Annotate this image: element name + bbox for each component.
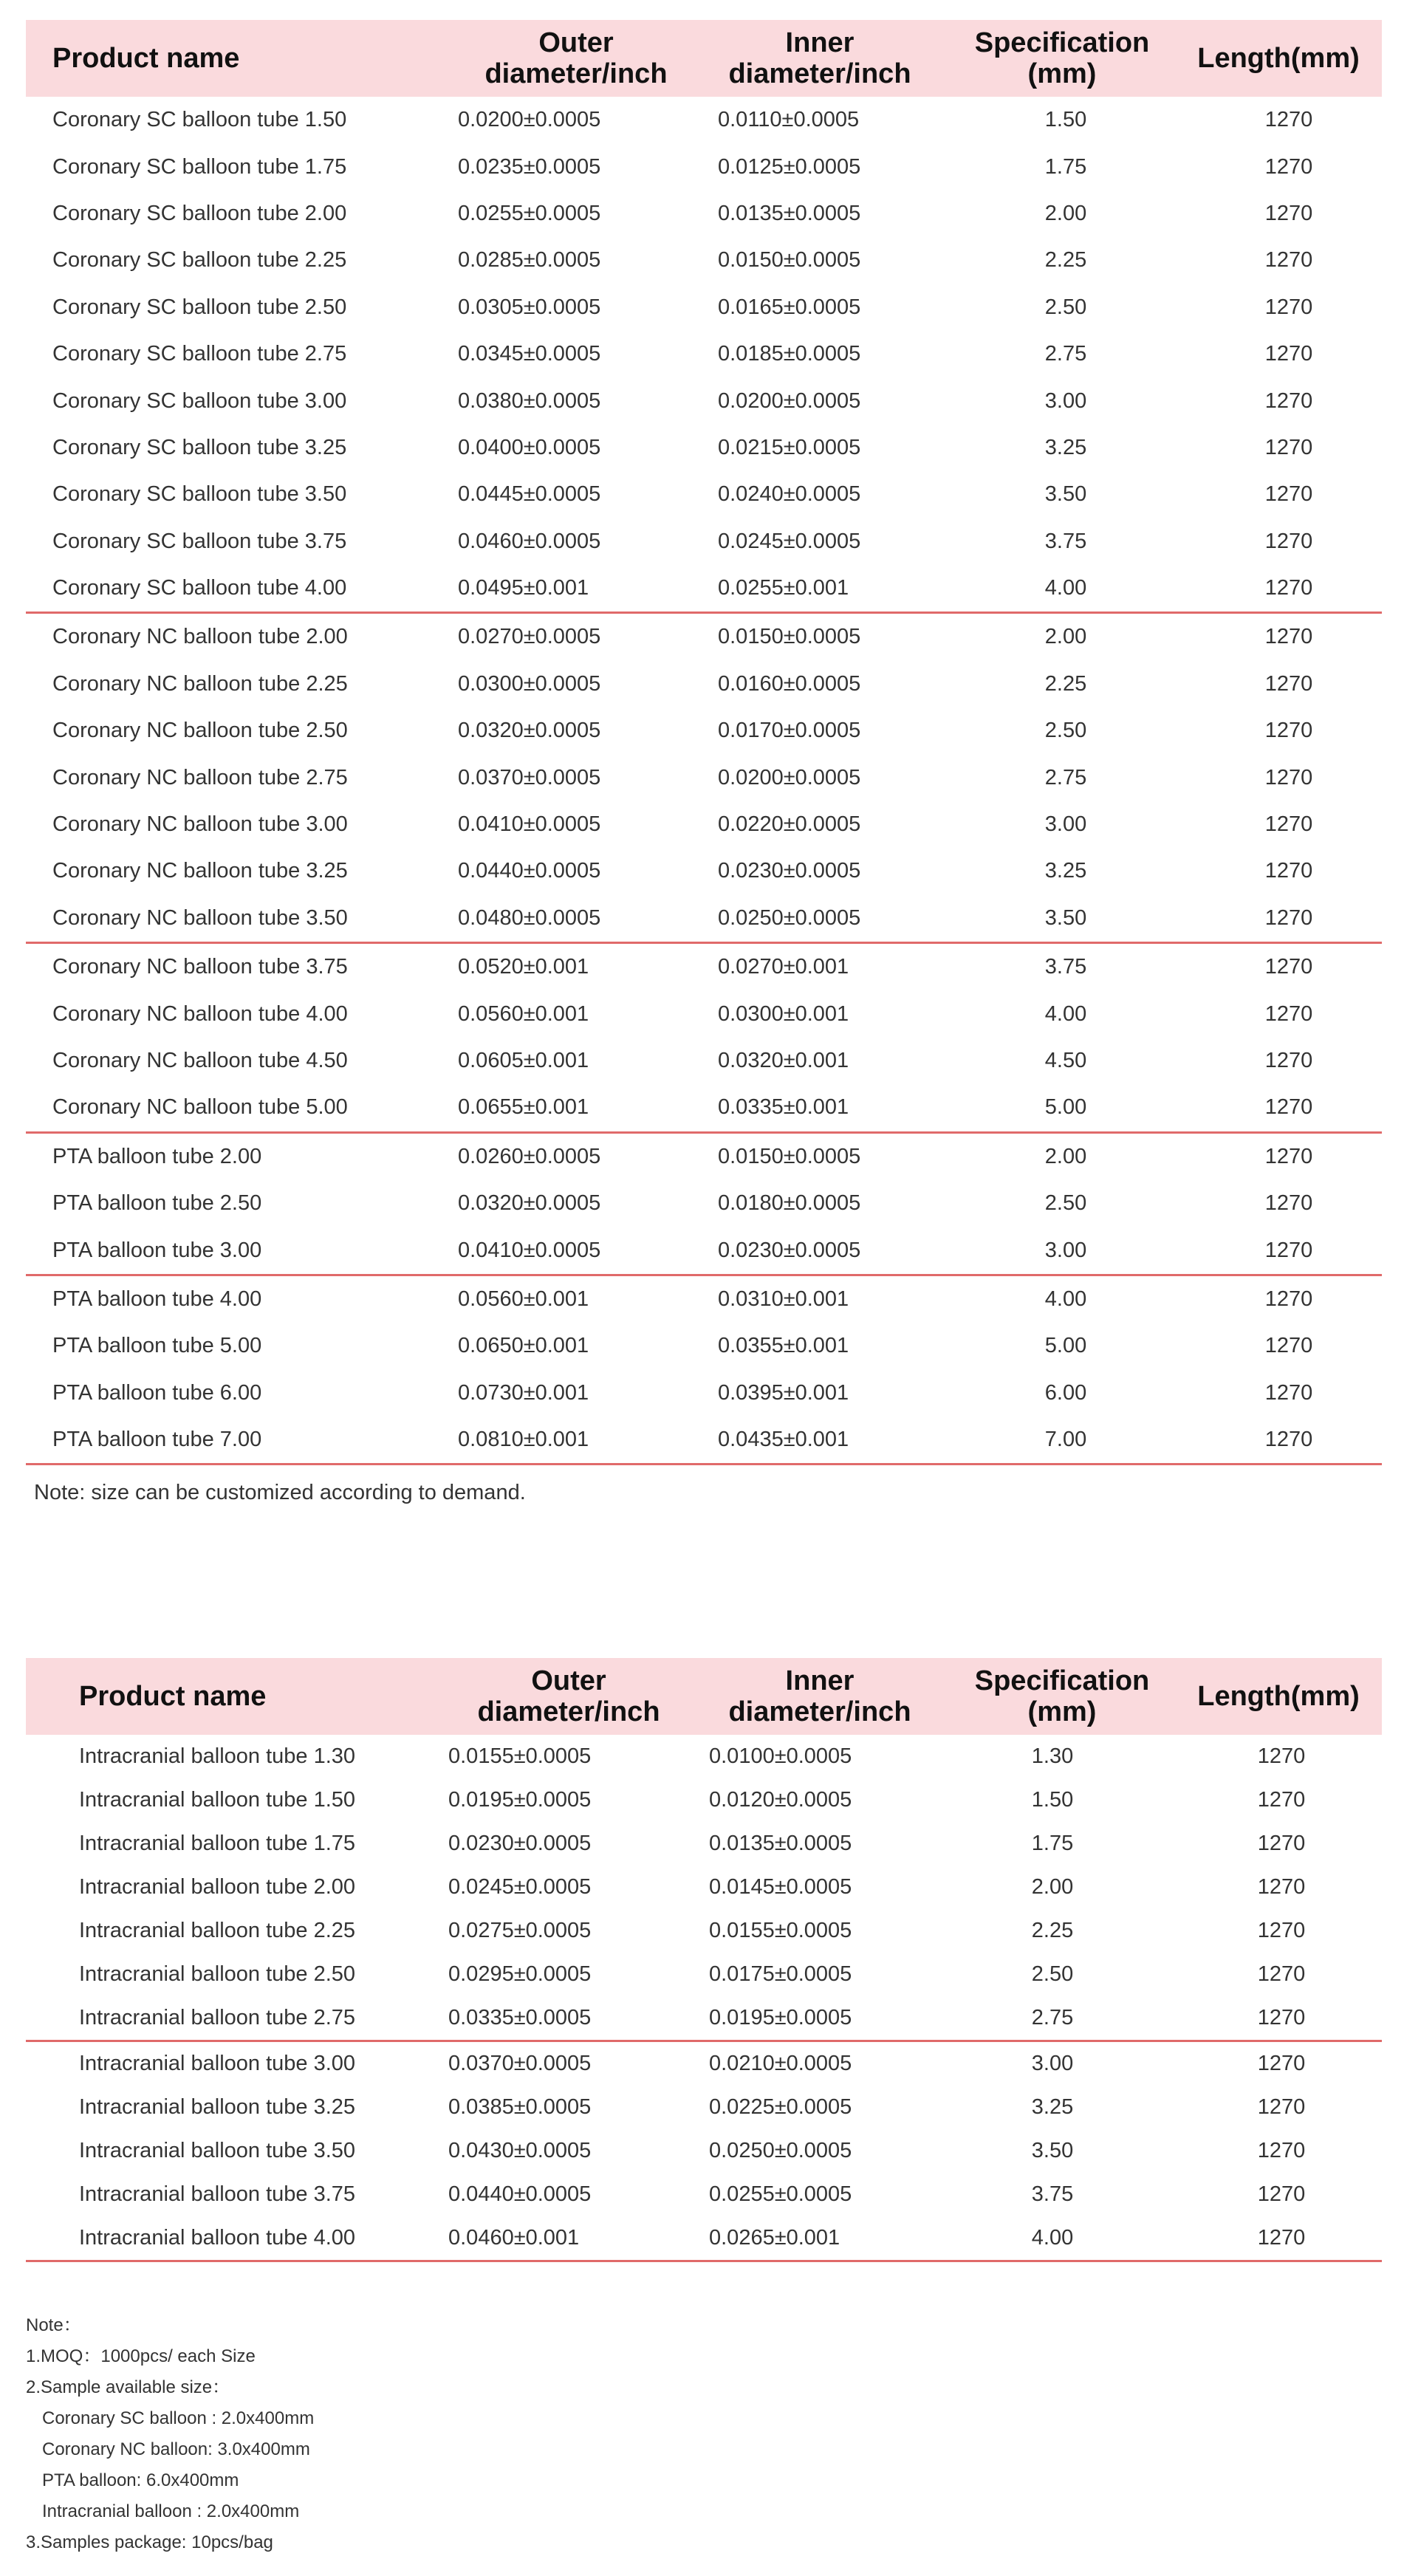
specification-cell: 2.50: [1044, 719, 1087, 743]
outer-diameter-cell: 0.0480±0.0005: [458, 905, 601, 930]
length-cell: 1270: [1264, 1428, 1313, 1452]
header-length: Length(mm): [1197, 43, 1360, 74]
product-name-cell: Intracranial balloon tube 2.25: [79, 1919, 356, 1942]
table-header: [26, 1658, 1382, 1735]
inner-diameter-cell: 0.0150±0.0005: [718, 248, 861, 273]
table-row: [26, 990, 1382, 1037]
note-line: Coronary SC balloon : 2.0x400mm: [42, 2408, 315, 2428]
note-line: PTA balloon: 6.0x400mm: [42, 2470, 239, 2490]
note-line: Coronary NC balloon: 3.0x400mm: [42, 2439, 310, 2459]
product-name-cell: Coronary NC balloon tube 2.75: [52, 765, 348, 789]
length-cell: 1270: [1257, 2182, 1306, 2206]
outer-diameter-cell: 0.0605±0.001: [458, 1049, 589, 1072]
length-cell: 1270: [1264, 671, 1313, 696]
length-cell: 1270: [1264, 576, 1313, 600]
product-name-cell: PTA balloon tube 3.00: [52, 1238, 262, 1262]
inner-diameter-cell: 0.0250±0.0005: [718, 905, 861, 930]
specification-cell: 1.50: [1044, 108, 1087, 132]
length-cell: 1270: [1257, 1744, 1306, 1768]
outer-diameter-cell: 0.0410±0.0005: [458, 1238, 601, 1262]
outer-diameter-cell: 0.0300±0.0005: [458, 671, 601, 696]
product-name-cell: Intracranial balloon tube 3.75: [79, 2182, 356, 2206]
length-cell: 1270: [1264, 1191, 1313, 1216]
note-line: 2.Sample available size：: [26, 2377, 230, 2397]
product-name-cell: Coronary SC balloon tube 3.25: [52, 435, 347, 459]
notes-section: [26, 2310, 314, 2558]
table-row: [26, 331, 1382, 377]
note-line: Intracranial balloon : 2.0x400mm: [42, 2501, 300, 2521]
inner-diameter-cell: 0.0180±0.0005: [718, 1191, 861, 1216]
specification-cell: 3.25: [1044, 859, 1087, 883]
specification-cell: 4.50: [1044, 1049, 1087, 1072]
specification-cell: 3.75: [1044, 529, 1087, 553]
length-cell: 1270: [1264, 859, 1313, 883]
length-cell: 1270: [1264, 765, 1313, 789]
outer-diameter-cell: 0.0285±0.0005: [458, 248, 601, 273]
table-row: [26, 565, 1382, 612]
outer-diameter-cell: 0.0295±0.0005: [448, 1962, 592, 1986]
inner-diameter-cell: 0.0160±0.0005: [718, 671, 861, 696]
inner-diameter-cell: 0.0255±0.0005: [709, 2182, 852, 2206]
outer-diameter-cell: 0.0520±0.001: [458, 955, 589, 979]
specification-cell: 6.00: [1044, 1380, 1087, 1405]
length-cell: 1270: [1264, 1095, 1313, 1120]
length-cell: 1270: [1264, 1144, 1313, 1168]
specification-cell: 2.75: [1044, 765, 1087, 789]
specification-cell: 2.25: [1044, 671, 1087, 696]
table-row: [26, 1084, 1382, 1131]
length-cell: 1270: [1264, 1049, 1313, 1072]
product-name-cell: PTA balloon tube 5.00: [52, 1334, 262, 1358]
inner-diameter-cell: 0.0250±0.0005: [709, 2139, 852, 2162]
table-row: [26, 97, 1382, 143]
specification-cell: 4.00: [1044, 1287, 1087, 1311]
inner-diameter-cell: 0.0435±0.001: [718, 1428, 849, 1452]
length-cell: 1270: [1264, 1380, 1313, 1405]
length-cell: 1270: [1264, 905, 1313, 930]
product-name-cell: Coronary SC balloon tube 1.75: [52, 154, 347, 179]
product-name-cell: Coronary SC balloon tube 1.50: [52, 108, 347, 132]
table-row: [26, 708, 1382, 754]
outer-diameter-cell: 0.0460±0.0005: [458, 529, 601, 553]
outer-diameter-cell: 0.0275±0.0005: [448, 1919, 592, 1942]
inner-diameter-cell: 0.0150±0.0005: [718, 625, 861, 649]
product-name-cell: PTA balloon tube 7.00: [52, 1428, 262, 1452]
length-cell: 1270: [1264, 1334, 1313, 1358]
specification-cell: 4.00: [1044, 1001, 1087, 1026]
row-group: [26, 97, 1382, 614]
inner-diameter-cell: 0.0170±0.0005: [718, 719, 861, 743]
specification-cell: 3.75: [1031, 2182, 1074, 2206]
specification-cell: 2.00: [1044, 201, 1087, 225]
length-cell: 1270: [1264, 529, 1313, 553]
product-name-cell: Intracranial balloon tube 3.25: [79, 2095, 356, 2119]
outer-diameter-cell: 0.0345±0.0005: [458, 342, 601, 366]
header-length: Length(mm): [1197, 1681, 1360, 1712]
product-name-cell: Coronary NC balloon tube 3.00: [52, 812, 348, 837]
specification-cell: 3.00: [1044, 1238, 1087, 1262]
header-outer-diameter: Outer diameter/inch: [477, 1665, 660, 1727]
header-specification: Specification (mm): [974, 27, 1150, 89]
outer-diameter-cell: 0.0430±0.0005: [448, 2139, 592, 2162]
outer-diameter-cell: 0.0270±0.0005: [458, 625, 601, 649]
length-cell: 1270: [1264, 154, 1313, 179]
length-cell: 1270: [1257, 1962, 1306, 1986]
inner-diameter-cell: 0.0220±0.0005: [718, 812, 861, 837]
outer-diameter-cell: 0.0650±0.001: [458, 1334, 589, 1358]
inner-diameter-cell: 0.0310±0.001: [718, 1287, 849, 1311]
product-name-cell: Coronary SC balloon tube 2.00: [52, 201, 347, 225]
specification-cell: 7.00: [1044, 1428, 1087, 1452]
table-row: [26, 1370, 1382, 1417]
outer-diameter-cell: 0.0495±0.001: [458, 576, 589, 600]
table-row: [26, 614, 1382, 660]
product-name-cell: PTA balloon tube 4.00: [52, 1287, 262, 1311]
table-row: [26, 377, 1382, 424]
specification-cell: 2.50: [1044, 1191, 1087, 1216]
table-row: [26, 1822, 1382, 1866]
balloon-tube-table-1: [26, 20, 1382, 1465]
table-row: [26, 1953, 1382, 1996]
inner-diameter-cell: 0.0100±0.0005: [709, 1744, 852, 1768]
product-name-cell: Coronary SC balloon tube 2.25: [52, 248, 347, 273]
header-product-name: Product name: [79, 1681, 267, 1712]
length-cell: 1270: [1264, 955, 1313, 979]
inner-diameter-cell: 0.0110±0.0005: [718, 108, 860, 132]
outer-diameter-cell: 0.0335±0.0005: [448, 2006, 592, 2029]
inner-diameter-cell: 0.0230±0.0005: [718, 1238, 861, 1262]
table-row: [26, 1180, 1382, 1227]
specification-cell: 3.50: [1044, 905, 1087, 930]
specification-cell: 3.25: [1044, 435, 1087, 459]
inner-diameter-cell: 0.0200±0.0005: [718, 388, 861, 413]
inner-diameter-cell: 0.0320±0.001: [718, 1049, 849, 1072]
outer-diameter-cell: 0.0305±0.0005: [458, 295, 601, 319]
inner-diameter-cell: 0.0165±0.0005: [718, 295, 861, 319]
product-name-cell: Coronary SC balloon tube 2.50: [52, 295, 347, 319]
length-cell: 1270: [1264, 1238, 1313, 1262]
table-row: [26, 518, 1382, 565]
header-outer-diameter: Outer diameter/inch: [484, 27, 668, 89]
header-inner-diameter: Inner diameter/inch: [728, 27, 911, 89]
note-line: 1.MOQ：1000pcs/ each Size: [26, 2346, 256, 2366]
table-row: [26, 284, 1382, 331]
product-name-cell: Coronary NC balloon tube 3.75: [52, 955, 348, 979]
table-row: [26, 801, 1382, 848]
header-product-name: Product name: [52, 43, 240, 74]
outer-diameter-cell: 0.0460±0.001: [448, 2226, 580, 2250]
product-name-cell: Intracranial balloon tube 1.50: [79, 1788, 356, 1812]
table-body: [26, 97, 1382, 1465]
specification-cell: 1.75: [1044, 154, 1087, 179]
product-name-cell: Coronary NC balloon tube 2.50: [52, 719, 348, 743]
product-name-cell: Intracranial balloon tube 2.50: [79, 1962, 356, 1986]
length-cell: 1270: [1264, 108, 1313, 132]
note-line: 3.Samples package: 10pcs/bag: [26, 2532, 273, 2552]
table-row: [26, 237, 1382, 284]
inner-diameter-cell: 0.0125±0.0005: [718, 154, 861, 179]
table-row: [26, 143, 1382, 190]
outer-diameter-cell: 0.0195±0.0005: [448, 1788, 592, 1812]
inner-diameter-cell: 0.0200±0.0005: [718, 765, 861, 789]
specification-cell: 2.25: [1031, 1919, 1074, 1942]
product-name-cell: Coronary SC balloon tube 3.00: [52, 388, 347, 413]
inner-diameter-cell: 0.0240±0.0005: [718, 482, 861, 507]
row-group: [26, 944, 1382, 1134]
balloon-tube-table-2: [26, 1658, 1382, 2262]
product-name-cell: Intracranial balloon tube 1.75: [79, 1832, 356, 1855]
inner-diameter-cell: 0.0255±0.001: [718, 576, 849, 600]
outer-diameter-cell: 0.0255±0.0005: [458, 201, 601, 225]
row-group: [26, 1735, 1382, 2042]
table-row: [26, 2216, 1382, 2260]
product-name-cell: Coronary NC balloon tube 3.50: [52, 905, 348, 930]
outer-diameter-cell: 0.0320±0.0005: [458, 1191, 601, 1216]
row-group: [26, 2042, 1382, 2262]
outer-diameter-cell: 0.0155±0.0005: [448, 1744, 592, 1768]
length-cell: 1270: [1257, 1875, 1306, 1899]
product-name-cell: Coronary NC balloon tube 5.00: [52, 1095, 348, 1120]
specification-cell: 4.00: [1031, 2226, 1074, 2250]
product-name-cell: Coronary SC balloon tube 4.00: [52, 576, 347, 600]
customization-note: Note: size can be customized according to demand.: [34, 1481, 526, 1504]
table-row: [26, 1276, 1382, 1323]
table-row: [26, 425, 1382, 471]
outer-diameter-cell: 0.0245±0.0005: [448, 1875, 592, 1899]
length-cell: 1270: [1257, 1788, 1306, 1812]
row-group: [26, 1134, 1382, 1276]
inner-diameter-cell: 0.0155±0.0005: [709, 1919, 852, 1942]
specification-cell: 3.75: [1044, 955, 1087, 979]
inner-diameter-cell: 0.0135±0.0005: [709, 1832, 852, 1855]
specification-cell: 1.75: [1031, 1832, 1074, 1855]
specification-cell: 1.30: [1031, 1744, 1074, 1768]
length-cell: 1270: [1257, 2139, 1306, 2162]
table-row: [26, 2086, 1382, 2129]
length-cell: 1270: [1257, 1832, 1306, 1855]
table-row: [26, 1996, 1382, 2040]
specification-cell: 2.50: [1044, 295, 1087, 319]
specification-cell: 2.00: [1044, 625, 1087, 649]
product-name-cell: PTA balloon tube 2.00: [52, 1144, 262, 1168]
inner-diameter-cell: 0.0355±0.001: [718, 1334, 849, 1358]
inner-diameter-cell: 0.0120±0.0005: [709, 1788, 852, 1812]
inner-diameter-cell: 0.0145±0.0005: [709, 1875, 852, 1899]
outer-diameter-cell: 0.0810±0.001: [458, 1428, 589, 1452]
length-cell: 1270: [1257, 2052, 1306, 2075]
length-cell: 1270: [1257, 2006, 1306, 2029]
inner-diameter-cell: 0.0270±0.001: [718, 955, 849, 979]
inner-diameter-cell: 0.0265±0.001: [709, 2226, 840, 2250]
specification-cell: 2.00: [1031, 1875, 1074, 1899]
specification-cell: 2.75: [1031, 2006, 1074, 2029]
table-row: [26, 1866, 1382, 1909]
table-row: [26, 1227, 1382, 1273]
outer-diameter-cell: 0.0440±0.0005: [448, 2182, 592, 2206]
product-name-cell: Coronary NC balloon tube 4.50: [52, 1049, 348, 1072]
inner-diameter-cell: 0.0230±0.0005: [718, 859, 861, 883]
product-name-cell: Coronary SC balloon tube 3.75: [52, 529, 347, 553]
inner-diameter-cell: 0.0210±0.0005: [709, 2052, 852, 2075]
row-group: [26, 1276, 1382, 1466]
product-name-cell: Intracranial balloon tube 2.75: [79, 2006, 356, 2029]
specification-cell: 3.00: [1031, 2052, 1074, 2075]
product-name-cell: PTA balloon tube 2.50: [52, 1191, 262, 1216]
outer-diameter-cell: 0.0235±0.0005: [458, 154, 601, 179]
inner-diameter-cell: 0.0150±0.0005: [718, 1144, 861, 1168]
table-row: [26, 191, 1382, 237]
inner-diameter-cell: 0.0175±0.0005: [709, 1962, 852, 1986]
table-row: [26, 1323, 1382, 1369]
product-name-cell: Intracranial balloon tube 3.00: [79, 2052, 356, 2075]
table-row: [26, 661, 1382, 708]
specification-cell: 1.50: [1031, 1788, 1074, 1812]
outer-diameter-cell: 0.0560±0.001: [458, 1001, 589, 1026]
length-cell: 1270: [1257, 1919, 1306, 1942]
table-row: [26, 895, 1382, 942]
inner-diameter-cell: 0.0245±0.0005: [718, 529, 861, 553]
table-row: [26, 754, 1382, 801]
outer-diameter-cell: 0.0320±0.0005: [458, 719, 601, 743]
table-row: [26, 1038, 1382, 1084]
table-row: [26, 1134, 1382, 1180]
inner-diameter-cell: 0.0395±0.001: [718, 1380, 849, 1405]
inner-diameter-cell: 0.0215±0.0005: [718, 435, 861, 459]
specification-cell: 2.00: [1044, 1144, 1087, 1168]
table-row: [26, 471, 1382, 518]
product-name-cell: Coronary NC balloon tube 4.00: [52, 1001, 348, 1026]
outer-diameter-cell: 0.0230±0.0005: [448, 1832, 592, 1855]
outer-diameter-cell: 0.0560±0.001: [458, 1287, 589, 1311]
length-cell: 1270: [1257, 2095, 1306, 2119]
length-cell: 1270: [1264, 719, 1313, 743]
outer-diameter-cell: 0.0445±0.0005: [458, 482, 601, 507]
specification-cell: 5.00: [1044, 1095, 1087, 1120]
specification-cell: 3.00: [1044, 812, 1087, 837]
length-cell: 1270: [1264, 342, 1313, 366]
inner-diameter-cell: 0.0135±0.0005: [718, 201, 861, 225]
product-name-cell: PTA balloon tube 6.00: [52, 1380, 262, 1405]
inner-diameter-cell: 0.0195±0.0005: [709, 2006, 852, 2029]
product-name-cell: Coronary NC balloon tube 2.00: [52, 625, 348, 649]
row-group: [26, 614, 1382, 944]
length-cell: 1270: [1264, 1287, 1313, 1311]
group-divider: [26, 2260, 1382, 2262]
length-cell: 1270: [1264, 482, 1313, 507]
product-name-cell: Intracranial balloon tube 3.50: [79, 2139, 356, 2162]
inner-diameter-cell: 0.0335±0.001: [718, 1095, 849, 1120]
outer-diameter-cell: 0.0385±0.0005: [448, 2095, 592, 2119]
specification-cell: 2.25: [1044, 248, 1087, 273]
length-cell: 1270: [1264, 388, 1313, 413]
specification-cell: 3.00: [1044, 388, 1087, 413]
specification-cell: 3.50: [1031, 2139, 1074, 2162]
length-cell: 1270: [1264, 1001, 1313, 1026]
inner-diameter-cell: 0.0185±0.0005: [718, 342, 861, 366]
product-name-cell: Coronary SC balloon tube 2.75: [52, 342, 347, 366]
table-row: [26, 2042, 1382, 2086]
length-cell: 1270: [1264, 201, 1313, 225]
outer-diameter-cell: 0.0200±0.0005: [458, 108, 601, 132]
length-cell: 1270: [1264, 435, 1313, 459]
note-line: Note：: [26, 2315, 81, 2335]
product-name-cell: Intracranial balloon tube 2.00: [79, 1875, 356, 1899]
outer-diameter-cell: 0.0370±0.0005: [448, 2052, 592, 2075]
inner-diameter-cell: 0.0225±0.0005: [709, 2095, 852, 2119]
length-cell: 1270: [1264, 248, 1313, 273]
outer-diameter-cell: 0.0380±0.0005: [458, 388, 601, 413]
length-cell: 1270: [1257, 2226, 1306, 2250]
table-header: [26, 20, 1382, 97]
length-cell: 1270: [1264, 812, 1313, 837]
table-row: [26, 1735, 1382, 1778]
specification-cell: 3.50: [1044, 482, 1087, 507]
table-body: [26, 1735, 1382, 2262]
table-row: [26, 1909, 1382, 1953]
outer-diameter-cell: 0.0370±0.0005: [458, 765, 601, 789]
table-row: [26, 848, 1382, 894]
outer-diameter-cell: 0.0655±0.001: [458, 1095, 589, 1120]
table-row: [26, 1778, 1382, 1822]
table-row: [26, 2129, 1382, 2173]
outer-diameter-cell: 0.0730±0.001: [458, 1380, 589, 1405]
outer-diameter-cell: 0.0260±0.0005: [458, 1144, 601, 1168]
inner-diameter-cell: 0.0300±0.001: [718, 1001, 849, 1026]
product-name-cell: Intracranial balloon tube 4.00: [79, 2226, 356, 2250]
length-cell: 1270: [1264, 295, 1313, 319]
table-row: [26, 2173, 1382, 2216]
outer-diameter-cell: 0.0400±0.0005: [458, 435, 601, 459]
specification-cell: 2.75: [1044, 342, 1087, 366]
group-divider: [26, 1463, 1382, 1465]
product-name-cell: Coronary NC balloon tube 2.25: [52, 671, 348, 696]
product-name-cell: Coronary SC balloon tube 3.50: [52, 482, 347, 507]
outer-diameter-cell: 0.0410±0.0005: [458, 812, 601, 837]
specification-cell: 4.00: [1044, 576, 1087, 600]
specification-cell: 3.25: [1031, 2095, 1074, 2119]
product-name-cell: Intracranial balloon tube 1.30: [79, 1744, 356, 1768]
outer-diameter-cell: 0.0440±0.0005: [458, 859, 601, 883]
product-name-cell: Coronary NC balloon tube 3.25: [52, 859, 348, 883]
specification-cell: 5.00: [1044, 1334, 1087, 1358]
specification-cell: 2.50: [1031, 1962, 1074, 1986]
length-cell: 1270: [1264, 625, 1313, 649]
header-specification: Specification (mm): [974, 1665, 1150, 1727]
table-row: [26, 944, 1382, 990]
table-row: [26, 1417, 1382, 1463]
header-inner-diameter: Inner diameter/inch: [728, 1665, 911, 1727]
